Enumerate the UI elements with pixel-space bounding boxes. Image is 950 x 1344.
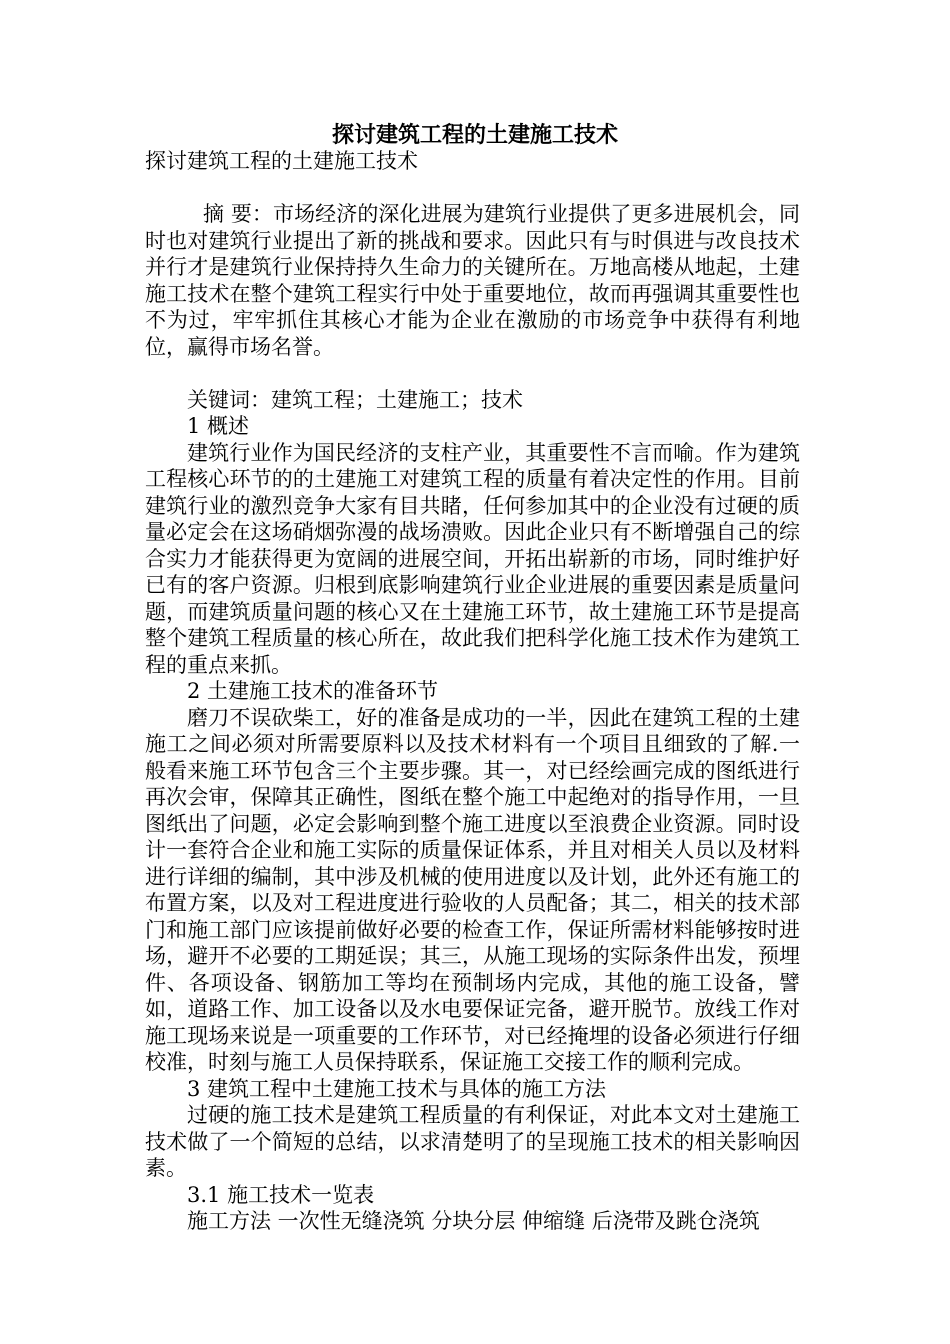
spacer: [145, 175, 800, 202]
subtitle: 探讨建筑工程的土建施工技术: [145, 149, 418, 173]
section-paragraph-table: 施工方法 一次性无缝浇筑 分块分层 伸缩缝 后浇带及跳仓浇筑: [187, 1209, 760, 1233]
section-heading-preparation: 2 土建施工技术的准备环节: [187, 679, 439, 703]
section-heading-overview: 1 概述: [187, 414, 250, 438]
section-heading-methods: 3 建筑工程中土建施工技术与具体的施工方法: [187, 1076, 607, 1101]
section-heading-table: 3.1 施工技术一览表: [187, 1182, 375, 1207]
spacer: [145, 360, 800, 387]
section-paragraph-preparation: 磨刀不误砍柴工，好的准备是成功的一半，因此在建筑工程的土建施工之间必须对所需要原料以及技术材料有一个项目且细致的了解.一般看来施工环节包含三个主要步骤。其一，对已经绘画完成的图纸进行再次会审，保障其正确性，图纸在整个施工中起绝对的指导作用，一旦图纸出了问题，必定会影响到整个施工进度以至浪费企业资源。同时设计一套符合企业和施工实际的质量保证体系，并且对相关人员以及材料进行详细的编制，其中涉及机械的使用进度以及计划，此外还有施工的布置方案，以及对工程进度进行验收的人员配备；其二，相关的技术部门和施工部门应该提前做好必要的检查工作，保证所需材料能够按时进场，避开不必要的工期延误；其三，从施工现场的实际条件出发，预埋件、各项设备、钢筋加工等均在预制场内完成，其他的施工设备，譬如，道路工作、加工设备以及水电要保证完备，避开脱节。放线工作对施工现场来说是一项重要的工作环节，对已经掩埋的设备必须进行仔细校准，时刻与施工人员保持联系，保证施工交接工作的顺利完成。: [145, 705, 800, 1074]
document-title: 探讨建筑工程的土建施工技术: [331, 122, 618, 148]
document-body: [145, 148, 800, 1235]
abstract-paragraph: 摘 要：市场经济的深化进展为建筑行业提供了更多进展机会，同时也对建筑行业提出了新的挑战和要求。因此只有与时俱进与改良技术并行才是建筑行业保持持久生命力的关键所在。万地高楼从地起，土建施工技术在整个建筑工程实行中处于重要地位，故而再强调其重要性也不为过，牢牢抓住其核心才能为企业在激励的市场竞争中获得有利地位，赢得市场名誉。: [145, 202, 800, 359]
section-paragraph-methods: 过硬的施工技术是建筑工程质量的有利保证，对此本文对土建施工技术做了一个简短的总结，以求清楚明了的呈现施工技术的相关影响因素。: [145, 1103, 800, 1180]
section-paragraph-overview: 建筑行业作为国民经济的支柱产业，其重要性不言而喻。作为建筑工程核心环节的的土建施工对建筑工程的质量有着决定性的作用。目前建筑行业的激烈竞争大家有目共睹，任何参加其中的企业没有过硬的质量必定会在这场硝烟弥漫的战场溃败。因此企业只有不断增强自己的综合实力才能获得更为宽阔的进展空间，开拓出崭新的市场，同时维护好已有的客户资源。归根到底影响建筑行业企业进展的重要因素是质量问题，而建筑质量问题的核心又在土建施工环节，故土建施工环节是提高整个建筑工程质量的核心所在，故此我们把科学化施工技术作为建筑工程的重点来抓。: [145, 440, 800, 677]
keywords-line: 关键词：建筑工程；土建施工；技术: [187, 387, 523, 412]
